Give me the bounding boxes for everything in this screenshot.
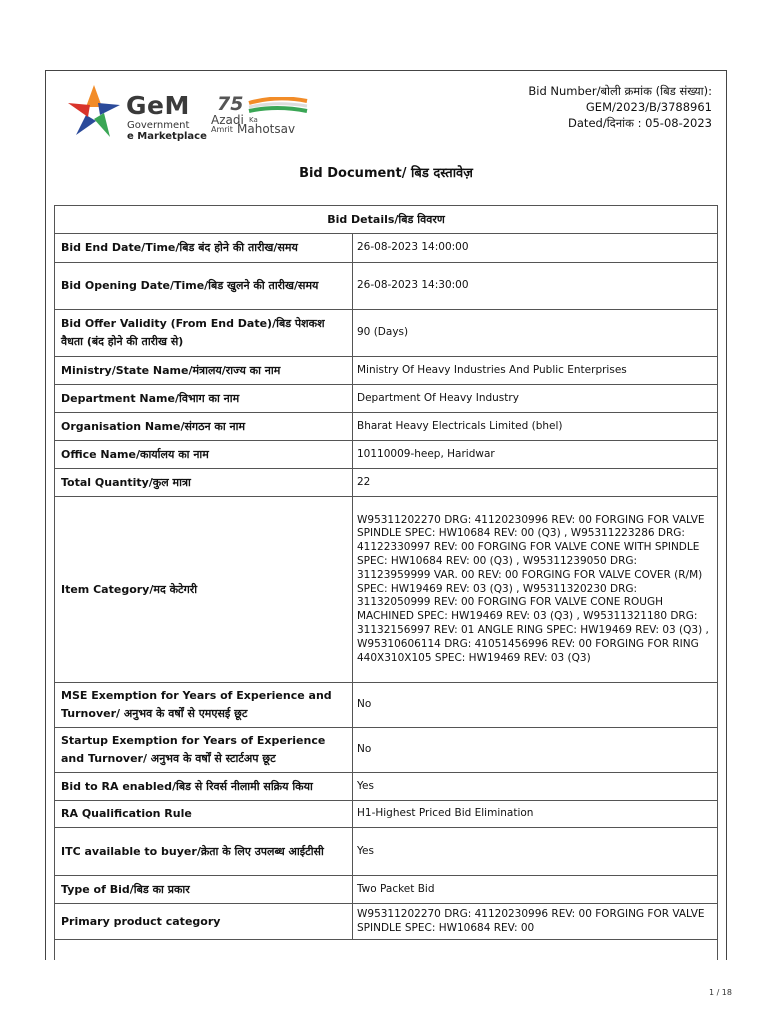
row-label: Item Category/मद केटेगरी (55, 497, 353, 683)
table-heading-row (55, 206, 718, 234)
table-row (55, 357, 718, 385)
row-label: Organisation Name/संगठन का नाम (55, 413, 353, 441)
page-number: 1 / 18 (708, 988, 732, 997)
row-value: Two Packet Bid (353, 876, 718, 904)
azadi-mahotsav-word: Mahotsav (237, 122, 296, 136)
azadi-word: Azadi (211, 113, 244, 127)
table-row (55, 683, 718, 728)
row-label: Bid Offer Validity (From End Date)/बिड पेशकश वैधता (बंद होने की तारीख से) (55, 310, 353, 357)
row-label: Ministry/State Name/मंत्रालय/राज्य का नाम (55, 357, 353, 385)
continued-cell (55, 940, 718, 961)
row-value: No (353, 728, 718, 773)
bid-meta (528, 83, 712, 131)
gem-logo-line1: Government (127, 120, 190, 131)
row-label: ITC available to buyer/क्रेता के लिए उपलब्ध आईटीसी (55, 828, 353, 876)
bid-details-table (54, 205, 718, 960)
gem-logo-word: GeM (126, 91, 190, 120)
bid-number-label: Bid Number/बोली क्रमांक (बिड संख्या): (528, 84, 712, 98)
row-value: No (353, 683, 718, 728)
dated-label: Dated/दिनांक : (568, 116, 646, 130)
row-value: 22 (353, 469, 718, 497)
row-label: Bid to RA enabled/बिड से रिवर्स नीलामी सक्रिय किया (55, 773, 353, 801)
table-row (55, 234, 718, 263)
row-value: 26-08-2023 14:00:00 (353, 234, 718, 263)
row-value: Bharat Heavy Electricals Limited (bhel) (353, 413, 718, 441)
row-value: 90 (Days) (353, 310, 718, 357)
row-label: Primary product category (55, 904, 353, 940)
azadi-ka-amrit-mahotsav-logo (211, 93, 323, 137)
azadi-ka-word: Ka (249, 116, 258, 124)
row-value: Yes (353, 828, 718, 876)
row-value: Yes (353, 773, 718, 801)
gem-logo (64, 81, 207, 143)
table-heading: Bid Details/बिड विवरण (55, 206, 718, 234)
table-row (55, 904, 718, 940)
table-row (55, 773, 718, 801)
document-page (45, 70, 727, 960)
row-value: H1-Highest Priced Bid Elimination (353, 801, 718, 828)
table-row (55, 469, 718, 497)
row-label: Startup Exemption for Years of Experience and Turnover/ अनुभव के वर्षों से स्टार्टअप छूट (55, 728, 353, 773)
table-row (55, 497, 718, 683)
row-label: Office Name/कार्यालय का नाम (55, 441, 353, 469)
table-row (55, 263, 718, 310)
azadi-amrit-word: Amrit (211, 125, 233, 134)
row-value: Department Of Heavy Industry (353, 385, 718, 413)
azadi-number: 75 (217, 93, 244, 115)
row-label: RA Qualification Rule (55, 801, 353, 828)
row-label: Bid End Date/Time/बिड बंद होने की तारीख/समय (55, 234, 353, 263)
table-row (55, 441, 718, 469)
row-label: Bid Opening Date/Time/बिड खुलने की तारीख/समय (55, 263, 353, 310)
row-value: W95311202270 DRG: 41120230996 REV: 00 FORGING FOR VALVE SPINDLE SPEC: HW10684 REV: 00 (Q3) , W95311223286 DRG: 41122330997 REV: 00 FORGING FOR VALVE CONE WITH SPINDLE SPEC: HW10684 REV: 00 (Q3) , W95311239050 DRG: 31123959999 VAR. 00 REV: 00 FORGING FOR VALVE COVER (R/M) SPEC: HW19469 REV: 03 (Q3) , W95311320230 DRG: 31132050999 REV: 00 FORGING FOR VALVE CONE ROUGH MACHINED SPEC: HW19469 REV: 03 (Q3) , W95311321180 DRG: 31132156997 REV: 01 ANGLE RING SPEC: HW19469 REV: 03 (Q3) , W95310606114 DRG: 41051456996 REV: 00 FORGING FOR RING 440X310X105 SPEC: HW19469 REV: 03 (Q3) (353, 497, 718, 683)
table-row (55, 385, 718, 413)
row-value: W95311202270 DRG: 41120230996 REV: 00 FORGING FOR VALVE SPINDLE SPEC: HW10684 REV: 00 (353, 904, 718, 940)
table-row (55, 828, 718, 876)
table-row (55, 801, 718, 828)
table-row (55, 876, 718, 904)
gem-logo-mark-icon (64, 81, 124, 141)
row-label: Department Name/विभाग का नाम (55, 385, 353, 413)
gem-logo-line2: e Marketplace (127, 131, 207, 142)
row-label: Type of Bid/बिड का प्रकार (55, 876, 353, 904)
table-row-continued (55, 940, 718, 961)
row-label: Total Quantity/कुल मात्रा (55, 469, 353, 497)
bid-number: GEM/2023/B/3788961 (585, 100, 712, 114)
table-row (55, 413, 718, 441)
bid-dated-line (528, 115, 712, 131)
table-row (55, 310, 718, 357)
dated-value: 05-08-2023 (645, 116, 712, 130)
row-label: MSE Exemption for Years of Experience and Turnover/ अनुभव के वर्षों से एमएसई छूट (55, 683, 353, 728)
row-value: Ministry Of Heavy Industries And Public Enterprises (353, 357, 718, 385)
document-title: Bid Document/ बिड दस्तावेज़ (299, 166, 473, 181)
row-value: 10110009-heep, Haridwar (353, 441, 718, 469)
table-row (55, 728, 718, 773)
row-value: 26-08-2023 14:30:00 (353, 263, 718, 310)
tricolor-swoosh-icon (247, 97, 309, 115)
